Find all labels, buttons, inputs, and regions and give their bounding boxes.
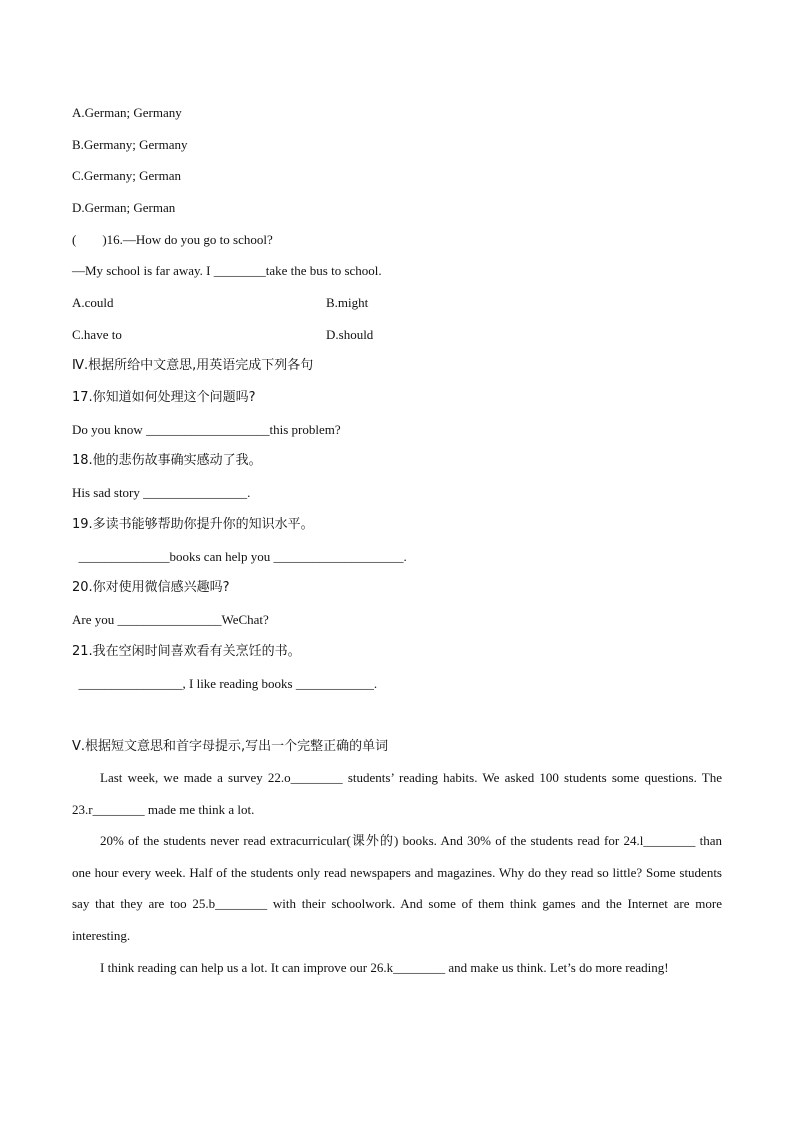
q19-english: ______________books can help you ____________________. [72, 549, 407, 564]
q21-chinese: 21.我在空闲时间喜欢看有关烹饪的书。 [72, 644, 301, 659]
passage-paragraph-1: Last week, we made a survey 22.o________ students’ reading habits. We asked 100 students some questions. The 23.r________ made me think a lot. [72, 770, 722, 817]
q17-english: Do you know ___________________this problem? [72, 422, 341, 437]
passage-paragraph-2: 20% of the students never read extracurricular(课外的) books. And 30% of the students read for 24.l________ than one hour every week. Half of the students only read newspapers and magazines. Why do they read so little? Some students say that they are too 25.b________ with their schoolwork. And some of them think games and the Internet are more interesting. [72, 833, 722, 943]
q16-stem: ( )16.—How do you go to school? [72, 232, 273, 247]
q18-chinese: 18.他的悲伤故事确实感动了我。 [72, 453, 262, 468]
q15-option-a: A.German; Germany [72, 105, 182, 120]
q16-option-c: C.have to [72, 327, 122, 342]
q19-chinese: 19.多读书能够帮助你提升你的知识水平。 [72, 517, 314, 532]
q15-option-d: D.German; German [72, 200, 176, 215]
q16-option-b: B.might [326, 295, 369, 310]
passage [72, 762, 722, 983]
q16-option-d: D.should [326, 327, 374, 342]
q18-english: His sad story ________________. [72, 485, 251, 500]
q21-english: ________________, I like reading books ____________. [72, 676, 378, 691]
section-5-title: Ⅴ.根据短文意思和首字母提示,写出一个完整正确的单词 [72, 739, 389, 754]
section-4-title: Ⅳ.根据所给中文意思,用英语完成下列各句 [72, 358, 314, 373]
passage-paragraph-3: I think reading can help us a lot. It can improve our 26.k________ and make us think. Let’s do more reading! [100, 959, 669, 975]
q17-chinese: 17.你知道如何处理这个问题吗? [72, 390, 256, 405]
q16-option-a: A.could [72, 295, 114, 310]
q20-english: Are you ________________WeChat? [72, 612, 269, 627]
q20-chinese: 20.你对使用微信感兴趣吗? [72, 580, 230, 595]
q16-reply: —My school is far away. I ________take the bus to school. [72, 263, 382, 278]
q15-option-c: C.Germany; German [72, 168, 182, 183]
q15-option-b: B.Germany; Germany [72, 137, 188, 152]
